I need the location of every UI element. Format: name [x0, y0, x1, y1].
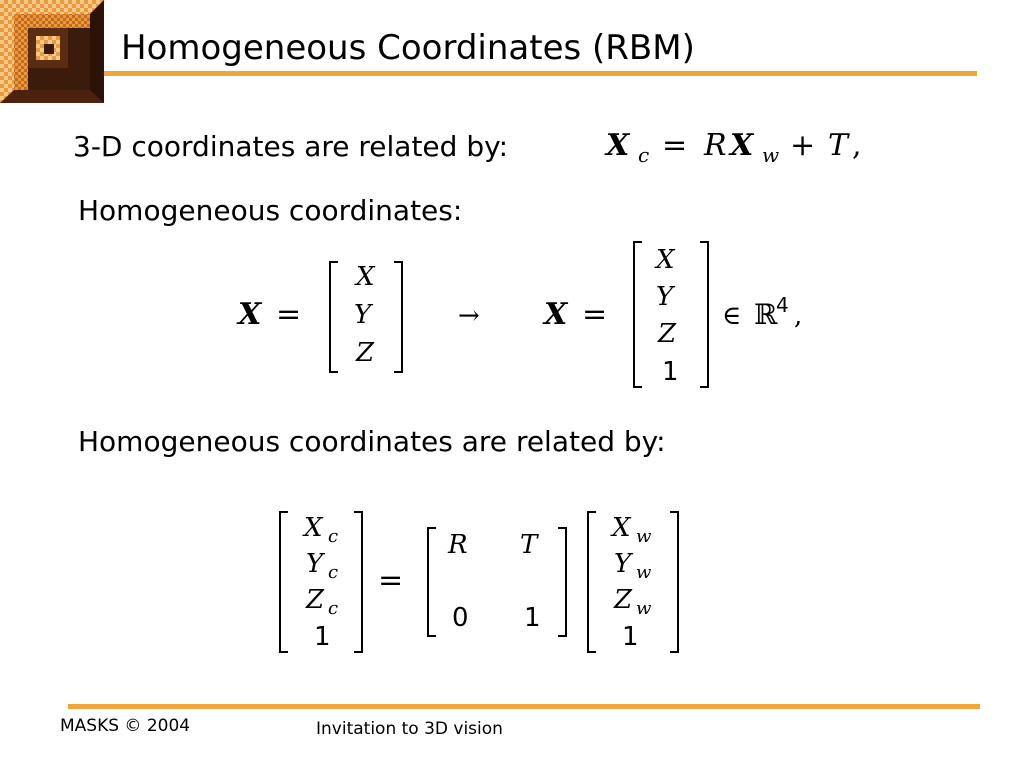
eq3-left-vec-z-sub: c [328, 598, 339, 619]
eq2-vec3-y: Y [354, 300, 372, 330]
eq2-vec4-right-bracket [700, 242, 708, 387]
eq3-matrix-T: T [520, 530, 538, 560]
eq3-right-vec-z-sub: w [636, 598, 652, 619]
eq3-right-vec-z: Z [614, 585, 633, 615]
eq3-equals: = [378, 563, 404, 598]
text-3d-relation: 3-D coordinates are related by: [73, 130, 509, 163]
eq1-R: R [704, 128, 727, 163]
eq3-left-vec-y: Y [306, 549, 324, 579]
eq2-member: ∈ [722, 301, 742, 331]
eq3-left-vec-left-bracket [280, 512, 288, 652]
eq3-left-vec-x-sub: c [328, 526, 339, 547]
eq2-equals1: = [276, 297, 302, 332]
eq3-right-vec-one: 1 [622, 622, 639, 652]
eq3-left-vec-one: 1 [314, 622, 331, 652]
eq2-equals2: = [582, 297, 608, 332]
eq3-right-vec-y-sub: w [636, 562, 652, 583]
footer-copyright: MASKS © 2004 [60, 716, 191, 736]
footer-rule [68, 704, 980, 709]
eq2-vec4-z: Z [658, 319, 677, 349]
slide-title: Homogeneous Coordinates (RBM) [121, 28, 695, 68]
eq2-vec3-right-bracket [394, 262, 402, 372]
eq1-lhs: X [606, 128, 630, 163]
eq3-left-vec-z: Z [306, 585, 325, 615]
eq2-vec4-y: Y [656, 282, 674, 312]
eq1-X: X [730, 128, 754, 163]
title-underline [104, 71, 977, 76]
eq1-lhs-sub: c [638, 143, 650, 167]
eq2-exponent: 4 [776, 293, 789, 317]
eq3-matrix-left-bracket [428, 528, 436, 636]
eq1-comma: , [852, 128, 862, 163]
eq2-arrow: → [458, 301, 480, 331]
eq3-right-vec-left-bracket [588, 512, 596, 652]
eq2-real-space: ℝ [754, 298, 778, 331]
eq1-T: T [828, 128, 849, 163]
eq3-matrix-R: R [448, 530, 468, 560]
eq2-vec3-x: X [356, 262, 375, 292]
eq3-matrix-one: 1 [524, 603, 541, 633]
eq2-lhs2: X [544, 297, 568, 332]
equation-rigid-body [600, 122, 880, 172]
masks-logo-icon [0, 0, 104, 103]
eq1-plus: + [790, 128, 816, 163]
eq3-right-vec-x-sub: w [636, 526, 652, 547]
eq1-X-sub: w [762, 143, 780, 167]
eq1-equals: = [662, 128, 688, 163]
eq3-matrix-right-bracket [558, 528, 566, 636]
eq3-left-vec-y-sub: c [328, 562, 339, 583]
eq2-vec4-one: 1 [662, 357, 679, 387]
equation-homogeneous-transform [278, 508, 688, 658]
eq3-right-vec-right-bracket [670, 512, 678, 652]
eq3-right-vec-y: Y [614, 549, 632, 579]
equation-homogeneous-vector [230, 238, 830, 393]
eq2-lhs1: X [238, 297, 262, 332]
eq3-right-vec-x: X [612, 513, 631, 543]
eq2-comma: , [794, 301, 803, 331]
eq3-left-vec-right-bracket [354, 512, 362, 652]
eq2-vec3-z: Z [356, 338, 375, 368]
text-homogeneous-coordinates: Homogeneous coordinates: [78, 194, 463, 227]
eq3-left-vec-x: X [304, 513, 323, 543]
eq2-vec4-left-bracket [634, 242, 642, 387]
eq2-vec4-x: X [656, 245, 675, 275]
text-homogeneous-relation: Homogeneous coordinates are related by: [78, 425, 666, 458]
eq2-vec3-left-bracket [330, 262, 338, 372]
footer-course-title: Invitation to 3D vision [316, 719, 503, 739]
eq3-matrix-zero: 0 [452, 603, 469, 633]
